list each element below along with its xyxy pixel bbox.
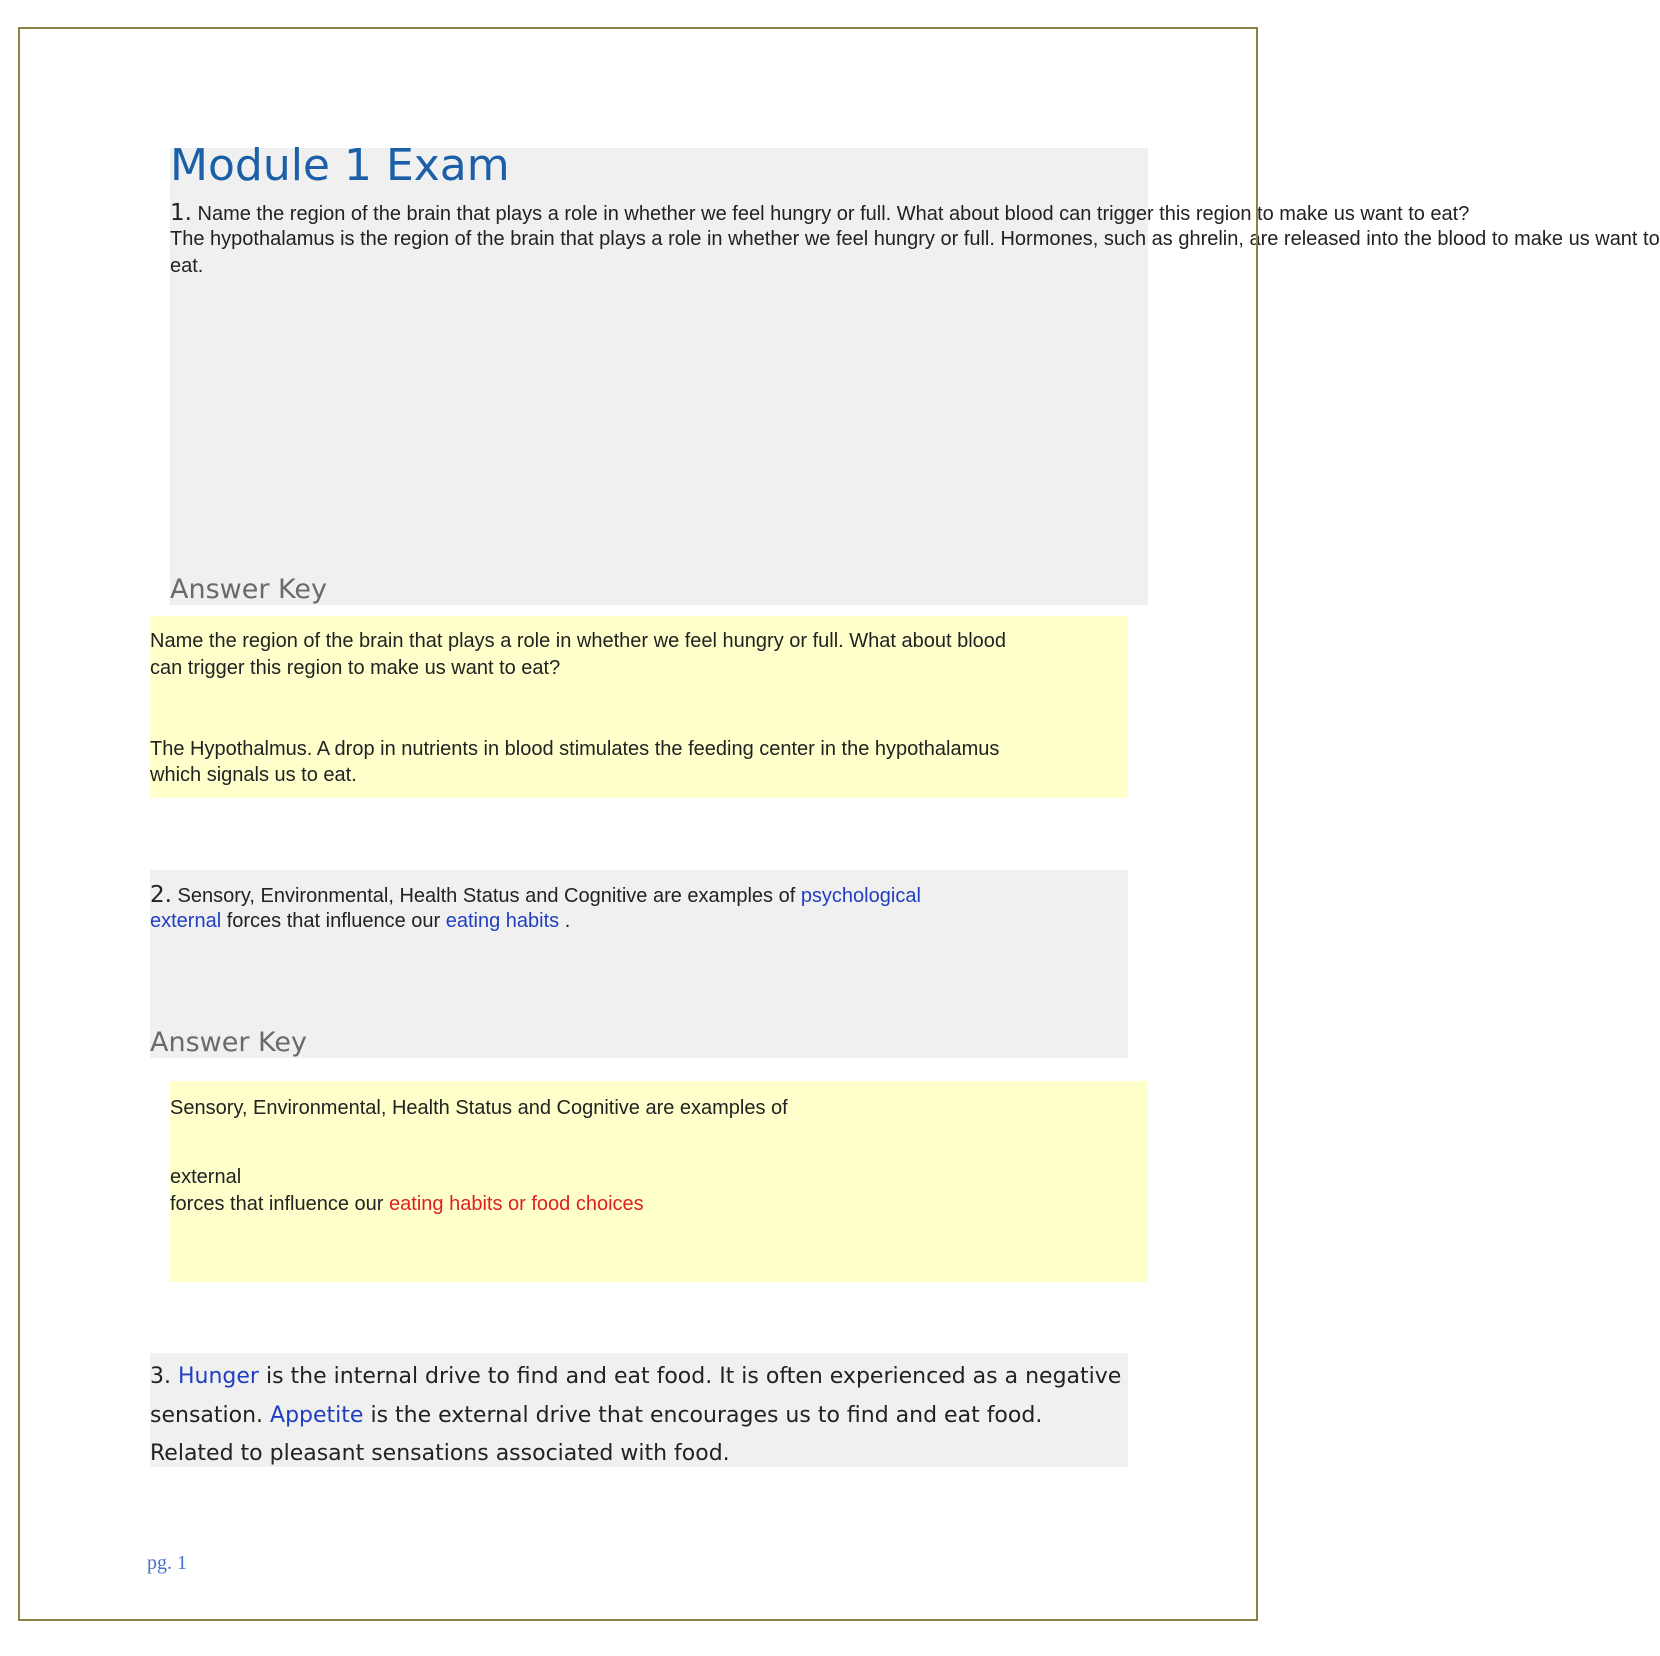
q3-text2: sensation. [150,1403,264,1428]
q1-key-question-line1: Name the region of the brain that plays a role in whether we feel hungry or full. What about blood [150,630,1007,652]
q2-key-line3-prefix: forces that influence our [170,1193,384,1215]
q2-text-a: Sensory, Environmental, Health Status and Cognitive are examples of [177,885,796,907]
q3-word-appetite: Appetite [270,1403,364,1428]
q2-key-line2: external [170,1166,242,1188]
page-border [18,27,1258,1621]
q2-blank2: external [150,910,222,932]
q2-key-line3-answer: eating habits or food choices [389,1193,644,1215]
q2-blank3: eating habits [445,910,560,932]
q1-key-question-line2: can trigger this region to make us want to eat? [150,657,561,679]
q2-blank1: psychological [800,885,921,907]
q1-answer-key-heading: Answer Key [170,574,327,605]
page-title: Module 1 Exam [170,140,510,191]
q1-response-line2: eat. [170,255,204,277]
q3-word-hunger: Hunger [178,1364,259,1389]
q3-line3: Related to pleasant sensations associated with food. [150,1441,730,1466]
q1-number: 1. [170,200,192,226]
q1-question-text: Name the region of the brain that plays a role in whether we feel hungry or full. What about blood can trigger this region to make us want to eat? [197,203,1470,225]
q2-text-c: . [564,910,571,932]
q1-key-answer-line2: which signals us to eat. [150,764,357,786]
page-number: pg. 1 [147,1552,187,1574]
q2-key-line1: Sensory, Environmental, Health Status and Cognitive are examples of [170,1097,788,1119]
q3-text3: is the external drive that encourages us to find and eat food. [370,1403,1043,1428]
q3-number: 3. [150,1364,171,1389]
q1-response-line1: The hypothalamus is the region of the brain that plays a role in whether we feel hungry or full. Hormones, such as ghrelin, are released into the blood to make us want to [170,228,1660,250]
q1-key-answer-line1: The Hypothalmus. A drop in nutrients in blood stimulates the feeding center in the hypothalamus [150,738,1000,760]
q3-text1: is the internal drive to find and eat food. It is often experienced as a negative [265,1364,1122,1389]
q2-number: 2. [150,882,172,908]
q2-answer-key-heading: Answer Key [150,1027,307,1058]
q2-text-b: forces that influence our [226,910,441,932]
